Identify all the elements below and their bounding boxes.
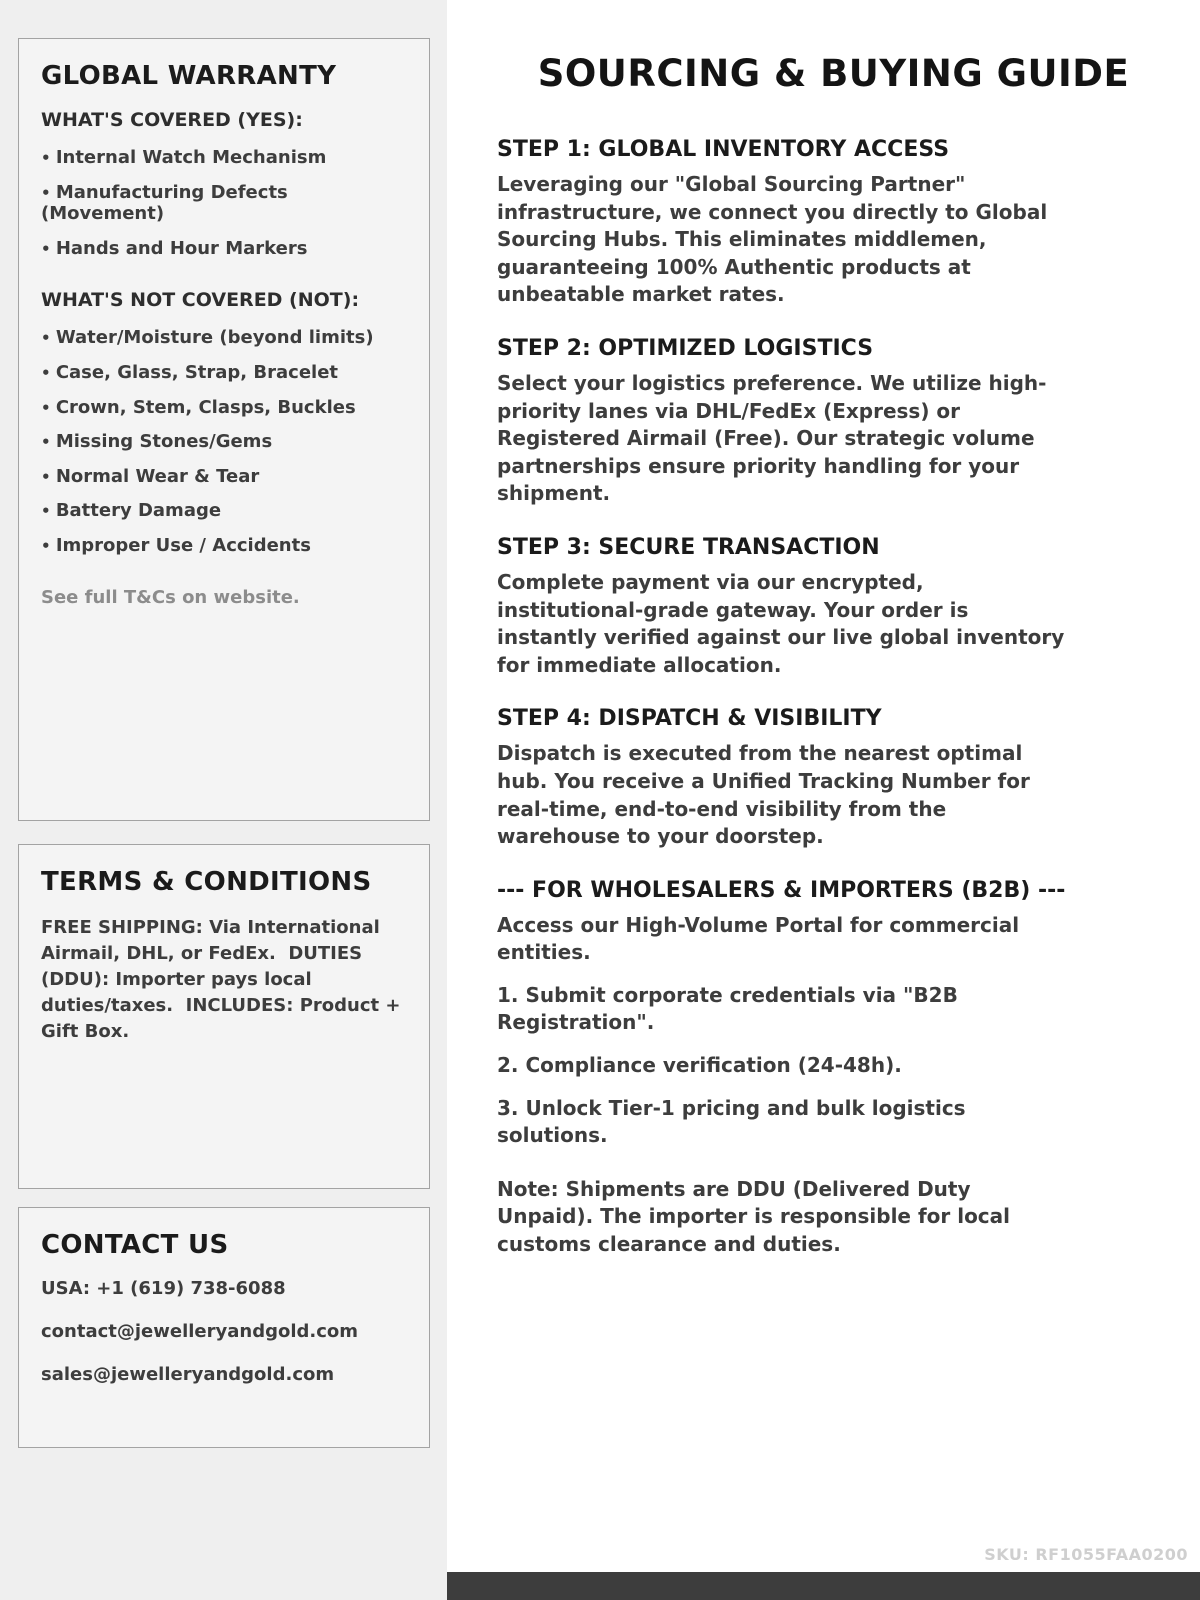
- terms-title: TERMS & CONDITIONS: [41, 867, 372, 897]
- list-item: • Crown, Stem, Clasps, Buckles: [41, 397, 407, 419]
- b2b-intro: Access our High-Volume Portal for commercial entities.: [497, 912, 1020, 965]
- list-item: • Battery Damage: [41, 500, 407, 522]
- list-item: • Hands and Hour Markers: [41, 238, 407, 260]
- page-title: SOURCING & BUYING GUIDE: [537, 52, 1130, 95]
- b2b-item-2: 2. Compliance verification (24-48h).: [497, 1053, 902, 1078]
- guide-content: [497, 137, 1072, 1259]
- contact-sales-email: sales@jewelleryandgold.com: [41, 1364, 335, 1385]
- b2b-heading: --- FOR WHOLESALERS & IMPORTERS (B2B) ---: [497, 877, 1066, 903]
- list-item: • Normal Wear & Tear: [41, 466, 407, 488]
- sku-label: SKU: RF1055FAA0200: [984, 1545, 1188, 1564]
- step-4: [497, 706, 1072, 850]
- contact-section: [18, 1207, 430, 1448]
- warranty-footnote: See full T&Cs on website.: [41, 586, 300, 608]
- list-item: • Water/Moisture (beyond limits): [41, 327, 407, 349]
- step-1-heading: STEP 1: GLOBAL INVENTORY ACCESS: [497, 137, 950, 162]
- contact-email: contact@jewelleryandgold.com: [41, 1321, 359, 1342]
- list-item: • Case, Glass, Strap, Bracelet: [41, 362, 407, 384]
- b2b-note: Note: Shipments are DDU (Delivered Duty Unpaid). The importer is responsible for local customs clearance and duties.: [497, 1176, 1011, 1257]
- warranty-title: GLOBAL WARRANTY: [41, 61, 337, 91]
- b2b-section: [497, 878, 1072, 1259]
- list-item: • Manufacturing Defects (Movement): [41, 182, 407, 225]
- step-1-body: Leveraging our "Global Sourcing Partner" infrastructure, we connect you directly to Global Sourcing Hubs. This eliminates middlemen, guaranteeing 100% Authentic products at unbeatable market rates.: [497, 172, 1048, 307]
- not-covered-heading: WHAT'S NOT COVERED (NOT):: [41, 289, 360, 312]
- step-3-body: Complete payment via our encrypted, institutional-grade gateway. Your order is instantly verified against our live global inventory for immediate allocation.: [497, 569, 1065, 677]
- step-3: [497, 535, 1072, 679]
- b2b-item-1: 1. Submit corporate credentials via "B2B Registration".: [497, 982, 958, 1035]
- contact-phone: USA: +1 (619) 738-6088: [41, 1278, 286, 1299]
- step-3-heading: STEP 3: SECURE TRANSACTION: [497, 534, 880, 560]
- covered-list: [41, 147, 407, 259]
- footer-bar: [447, 1572, 1200, 1600]
- step-1: [497, 137, 1072, 309]
- b2b-item-3: 3. Unlock Tier-1 pricing and bulk logistics solutions.: [497, 1095, 966, 1148]
- step-2: [497, 336, 1072, 508]
- list-item: • Internal Watch Mechanism: [41, 147, 407, 169]
- sidebar: [0, 0, 447, 1600]
- warranty-section: [18, 38, 430, 821]
- step-4-body: Dispatch is executed from the nearest optimal hub. You receive a Unified Tracking Number for real-time, end-to-end visibility from the warehouse to your doorstep.: [497, 741, 1030, 849]
- step-2-body: Select your logistics preference. We utilize high-priority lanes via DHL/FedEx (Express) or Registered Airmail (Free). Our strategic volume partnerships ensure priority handling for your shipment.: [497, 370, 1047, 506]
- main-content: [447, 0, 1200, 1600]
- terms-body: FREE SHIPPING: Via International Airmail, DHL, or FedEx. DUTIES (DDU): Importer pays local duties/taxes. INCLUDES: Product + Gift Box.: [41, 917, 407, 1043]
- step-4-heading: STEP 4: DISPATCH & VISIBILITY: [497, 706, 882, 732]
- covered-heading: WHAT'S COVERED (YES):: [41, 109, 303, 131]
- list-item: • Missing Stones/Gems: [41, 431, 407, 453]
- terms-section: [18, 844, 430, 1189]
- step-2-heading: STEP 2: OPTIMIZED LOGISTICS: [497, 335, 874, 361]
- contact-title: CONTACT US: [41, 1230, 229, 1260]
- list-item: • Improper Use / Accidents: [41, 535, 407, 557]
- not-covered-list: [41, 327, 407, 556]
